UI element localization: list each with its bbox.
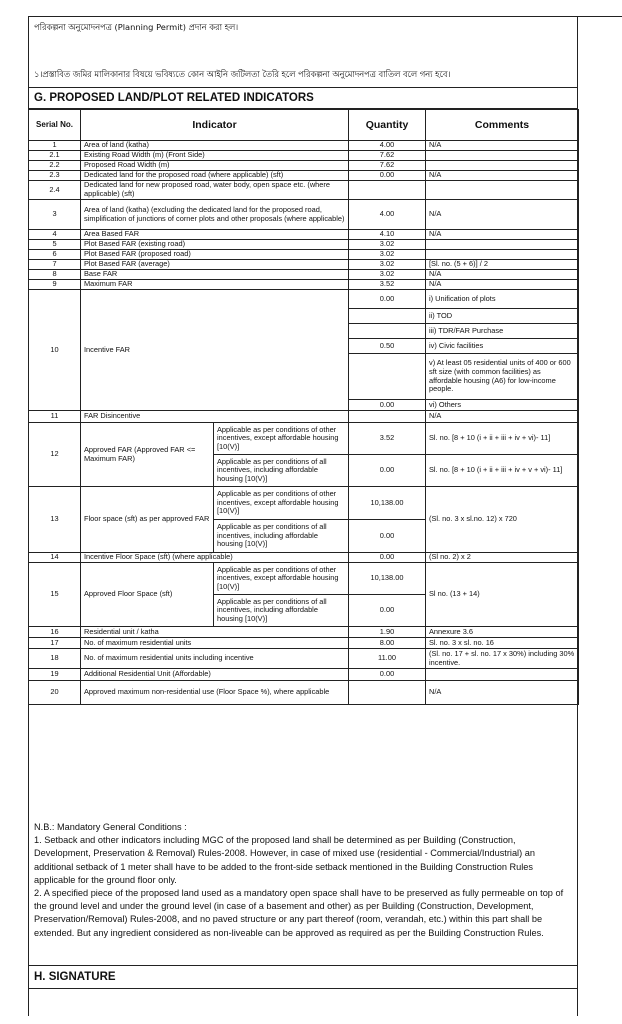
serial-cell: 12	[29, 423, 81, 487]
indicators-table	[28, 109, 579, 722]
indicator-cell: No. of maximum residential units	[81, 638, 349, 649]
conditions-heading: N.B.: Mandatory General Conditions :	[34, 822, 187, 832]
table-row	[29, 270, 579, 280]
indicator-cell: Existing Road Width (m) (Front Side)	[81, 151, 349, 161]
table-row	[29, 200, 579, 230]
table-row	[29, 141, 579, 151]
permit-line: পরিকল্পনা অনুমোদনপত্র (Planning Permit) প্রদান করা হল।	[34, 22, 239, 32]
serial-cell: 1	[29, 141, 81, 151]
comment-cell: Sl. no. [8 + 10 (i + ii + iii + iv + vi)- 11]	[426, 423, 579, 455]
serial-cell: 2.4	[29, 181, 81, 200]
comment-cell: iii) TDR/FAR Purchase	[426, 324, 579, 339]
comment-cell	[426, 669, 579, 681]
quantity-cell: 11.00	[349, 649, 426, 669]
comment-cell	[426, 161, 579, 171]
comment-cell: (Sl. no. 17 + sl. no. 17 x 30%) including 30% incentive.	[426, 649, 579, 669]
quantity-cell	[349, 354, 426, 400]
table-row	[29, 638, 579, 649]
condition-cell: Applicable as per conditions of all incentives, including affordable housing [10(V)]	[214, 455, 349, 487]
table-spacer-row	[29, 705, 579, 722]
condition-1: 1. Setback and other indicators including MGC of the proposed land shall be determined as per Building (Construction, Development, Preservation & Removal) Rules-2008. However, in case of mixed use (residential - Commercial/Industrial) an additional setback of 1 meter shall have to be added to the front-side setback mentioned in the Building Construction Rules applicable for the ground floor only.	[34, 835, 535, 885]
col-serial: Serial No.	[29, 110, 81, 141]
comment-cell: N/A	[426, 411, 579, 423]
serial-cell: 2.1	[29, 151, 81, 161]
comment-cell: ii) TOD	[426, 309, 579, 324]
table-row	[29, 627, 579, 638]
indicator-cell: Floor space (sft) as per approved FAR	[81, 487, 214, 553]
indicator-cell: Approved maximum non-residential use (Floor Space %), where applicable	[81, 681, 349, 705]
quantity-cell	[349, 181, 426, 200]
mandatory-conditions	[34, 821, 574, 940]
indicator-cell: Incentive Floor Space (sft) (where applicable)	[81, 553, 349, 563]
quantity-cell: 7.62	[349, 161, 426, 171]
comment-cell: N/A	[426, 280, 579, 290]
serial-cell: 11	[29, 411, 81, 423]
quantity-cell: 0.00	[349, 400, 426, 411]
comment-cell: [Sl. no. (5 + 6)] / 2	[426, 260, 579, 270]
serial-cell: 6	[29, 250, 81, 260]
serial-cell: 18	[29, 649, 81, 669]
serial-cell: 2.3	[29, 171, 81, 181]
condition-cell: Applicable as per conditions of other incentives, except affordable housing [10(V)]	[214, 563, 349, 595]
table-row	[29, 681, 579, 705]
serial-cell: 16	[29, 627, 81, 638]
quantity-cell: 4.10	[349, 230, 426, 240]
quantity-cell: 4.00	[349, 200, 426, 230]
quantity-cell: 8.00	[349, 638, 426, 649]
quantity-cell: 0.50	[349, 339, 426, 354]
serial-cell: 19	[29, 669, 81, 681]
indicator-cell: Approved Floor Space (sft)	[81, 563, 214, 627]
quantity-cell: 3.02	[349, 250, 426, 260]
table-row	[29, 260, 579, 270]
table-row	[29, 487, 579, 520]
quantity-cell: 0.00	[349, 520, 426, 553]
comment-cell: N/A	[426, 141, 579, 151]
quantity-cell: 3.52	[349, 280, 426, 290]
section-g-title: G. PROPOSED LAND/PLOT RELATED INDICATORS	[28, 87, 578, 109]
col-quantity: Quantity	[349, 110, 426, 141]
indicator-cell: Maximum FAR	[81, 280, 349, 290]
comment-cell	[426, 181, 579, 200]
indicator-cell: Additional Residential Unit (Affordable)	[81, 669, 349, 681]
quantity-cell: 3.52	[349, 423, 426, 455]
serial-cell: 9	[29, 280, 81, 290]
serial-cell: 3	[29, 200, 81, 230]
table-row	[29, 250, 579, 260]
indicator-cell: Incentive FAR	[81, 290, 349, 411]
table-row	[29, 181, 579, 200]
col-comments: Comments	[426, 110, 579, 141]
indicator-cell: Residential unit / katha	[81, 627, 349, 638]
comment-cell: vi) Others	[426, 400, 579, 411]
indicator-cell: Plot Based FAR (average)	[81, 260, 349, 270]
table-row	[29, 649, 579, 669]
serial-cell: 20	[29, 681, 81, 705]
quantity-cell: 10,138.00	[349, 563, 426, 595]
comment-cell: v) At least 05 residential units of 400 or 600 sft size (with common facilities) as affordable housing (A6) for low-income people.	[426, 354, 579, 400]
comment-cell: i) Unification of plots	[426, 290, 579, 309]
section-h-title: H. SIGNATURE	[28, 965, 578, 989]
serial-cell: 7	[29, 260, 81, 270]
ownership-note: ১।প্রস্তাবিত জমির মালিকানার বিষয়ে ভবিষ্যতে কোন আইনি জটিলতা তৈরি হলে পরিকল্পনা অনুমোদনপত্র বাতিল বলে গন্য হবে।	[34, 69, 451, 79]
serial-cell: 10	[29, 290, 81, 411]
table-row	[29, 423, 579, 455]
serial-cell: 2.2	[29, 161, 81, 171]
indicator-cell: Plot Based FAR (existing road)	[81, 240, 349, 250]
table-row	[29, 669, 579, 681]
comment-cell	[426, 250, 579, 260]
table-row	[29, 280, 579, 290]
indicator-cell: Area Based FAR	[81, 230, 349, 240]
serial-cell: 14	[29, 553, 81, 563]
quantity-cell: 1.90	[349, 627, 426, 638]
quantity-cell: 7.62	[349, 151, 426, 161]
quantity-cell	[349, 324, 426, 339]
comment-cell: N/A	[426, 270, 579, 280]
page-edge-line	[578, 16, 622, 17]
indicator-cell: Proposed Road Width (m)	[81, 161, 349, 171]
indicator-cell: FAR Disincentive	[81, 411, 349, 423]
table-row	[29, 161, 579, 171]
indicator-cell: Area of land (katha)	[81, 141, 349, 151]
condition-cell: Applicable as per conditions of other incentives, except affordable housing [10(V)]	[214, 423, 349, 455]
quantity-cell: 4.00	[349, 141, 426, 151]
table-row	[29, 411, 579, 423]
serial-cell: 13	[29, 487, 81, 553]
condition-cell: Applicable as per conditions of all incentives, including affordable housing [10(V)]	[214, 520, 349, 553]
col-indicator: Indicator	[81, 110, 349, 141]
comment-cell: Sl no. (13 + 14)	[426, 563, 579, 627]
indicator-cell: Base FAR	[81, 270, 349, 280]
quantity-cell: 0.00	[349, 553, 426, 563]
comment-cell: (Sl. no. 3 x sl.no. 12) x 720	[426, 487, 579, 553]
comment-cell: Annexure 3.6	[426, 627, 579, 638]
quantity-cell	[349, 309, 426, 324]
table-row	[29, 151, 579, 161]
comment-cell: iv) Civic facilities	[426, 339, 579, 354]
comment-cell	[426, 151, 579, 161]
quantity-cell: 3.02	[349, 240, 426, 250]
comment-cell: N/A	[426, 200, 579, 230]
table-row	[29, 240, 579, 250]
quantity-cell: 3.02	[349, 260, 426, 270]
quantity-cell	[349, 681, 426, 705]
table-row	[29, 290, 579, 309]
comment-cell: N/A	[426, 171, 579, 181]
quantity-cell: 0.00	[349, 290, 426, 309]
comment-cell: N/A	[426, 230, 579, 240]
indicator-cell: Approved FAR (Approved FAR <= Maximum FAR)	[81, 423, 214, 487]
serial-cell: 15	[29, 563, 81, 627]
quantity-cell: 3.02	[349, 270, 426, 280]
comment-cell	[426, 240, 579, 250]
serial-cell: 17	[29, 638, 81, 649]
comment-cell: N/A	[426, 681, 579, 705]
quantity-cell	[349, 411, 426, 423]
indicator-cell: Dedicated land for new proposed road, water body, open space etc. (where applicable) (sft)	[81, 181, 349, 200]
quantity-cell: 10,138.00	[349, 487, 426, 520]
indicator-cell: No. of maximum residential units including incentive	[81, 649, 349, 669]
serial-cell: 5	[29, 240, 81, 250]
quantity-cell: 0.00	[349, 669, 426, 681]
comment-cell: Sl. no. [8 + 10 (i + ii + iii + iv + v + vi)- 11]	[426, 455, 579, 487]
comment-cell: Sl. no. 3 x sl. no. 16	[426, 638, 579, 649]
table-row	[29, 230, 579, 240]
table-row	[29, 563, 579, 595]
quantity-cell: 0.00	[349, 171, 426, 181]
serial-cell: 8	[29, 270, 81, 280]
indicator-cell: Area of land (katha) (excluding the dedicated land for the proposed road, simplification of junctions of corner plots and other proposals (where applicable)	[81, 200, 349, 230]
quantity-cell: 0.00	[349, 455, 426, 487]
quantity-cell: 0.00	[349, 595, 426, 627]
comment-cell: (Sl no. 2) x 2	[426, 553, 579, 563]
condition-cell: Applicable as per conditions of all incentives, including affordable housing [10(V)]	[214, 595, 349, 627]
indicator-cell: Dedicated land for the proposed road (where applicable) (sft)	[81, 171, 349, 181]
indicator-cell: Plot Based FAR (proposed road)	[81, 250, 349, 260]
table-row	[29, 553, 579, 563]
serial-cell: 4	[29, 230, 81, 240]
condition-cell: Applicable as per conditions of other incentives, except affordable housing [10(V)]	[214, 487, 349, 520]
table-row	[29, 171, 579, 181]
condition-2: 2. A specified piece of the proposed land used as a mandatory open space shall have to be preserved as fully permeable on top of the ground level and under the ground level (in case of a basement and other) as per Building (Construction, Development, Preservation/Removal) Rules-2008, and no paved structure or any part thereof (room, verandah, etc.) within this part shall be extended. But any ingredient considered as non-liveable can be approved as required as per the Building Construction Rules.	[34, 888, 564, 938]
